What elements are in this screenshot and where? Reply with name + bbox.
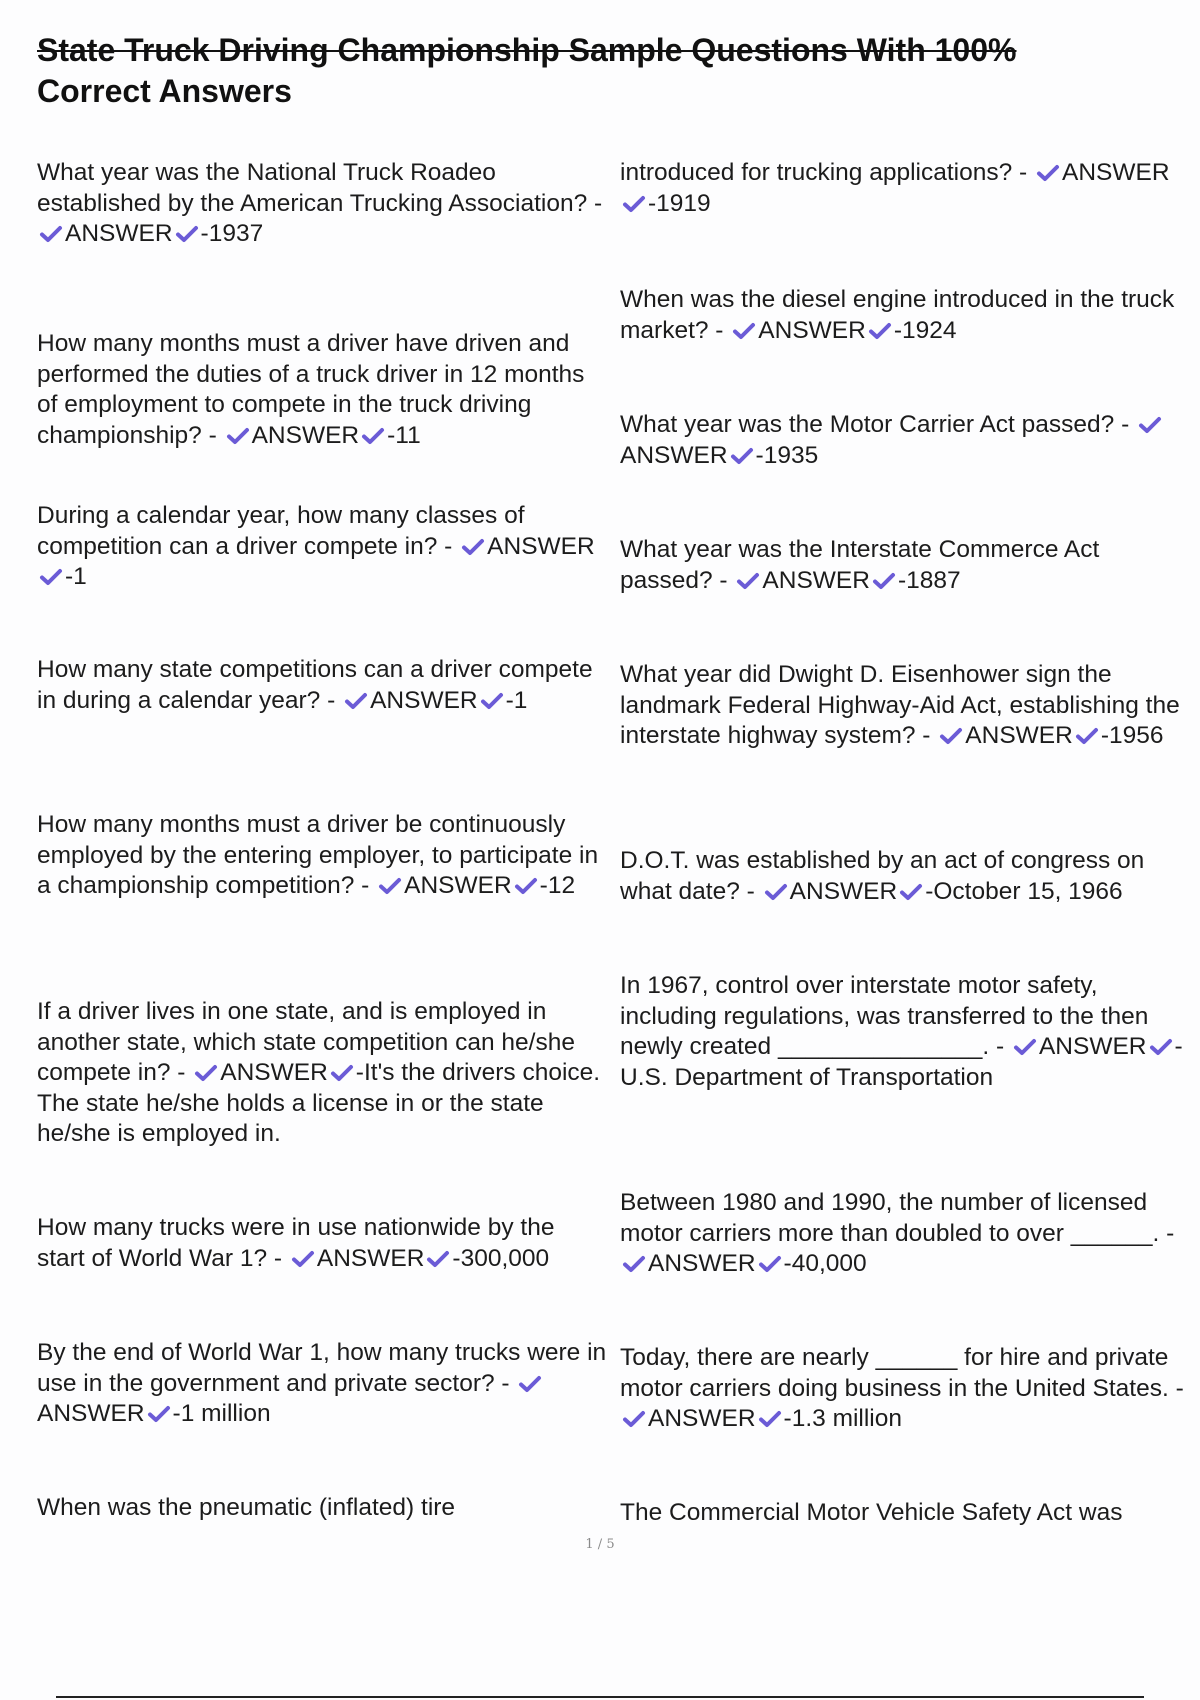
check-icon xyxy=(192,1063,220,1083)
qa-item xyxy=(37,1493,607,1524)
answer-text: -11 xyxy=(387,421,421,449)
check-icon xyxy=(1011,1037,1039,1057)
qa-item xyxy=(620,1343,1190,1435)
check-icon xyxy=(37,567,65,587)
answer-text: -1 xyxy=(65,563,87,590)
qa-item xyxy=(620,1498,1190,1529)
qa-item xyxy=(620,971,1190,1093)
check-icon xyxy=(734,571,762,591)
check-icon xyxy=(762,882,790,902)
answer-label: ANSWER xyxy=(316,1244,425,1272)
answer-text: -1937 xyxy=(200,220,264,247)
check-icon xyxy=(359,426,387,446)
check-icon xyxy=(516,1374,544,1394)
answer-text: -1935 xyxy=(755,441,819,469)
answer-text: -October 15, 1966 xyxy=(925,877,1123,905)
question-text: Between 1980 and 1990, the number of licensed motor carriers more than doubled to over ______. - xyxy=(620,1189,1175,1247)
question-text: By the end of World War 1, how many trucks were in use in the government and private sector? - xyxy=(37,1339,607,1397)
document-title xyxy=(37,30,1167,112)
answer-label: ANSWER xyxy=(37,1400,145,1427)
answer-label: ANSWER xyxy=(65,220,173,247)
question-text: What year was the National Truck Roadeo established by the American Trucking Association? - xyxy=(37,159,603,217)
check-icon xyxy=(145,1404,173,1424)
check-icon xyxy=(1136,415,1164,435)
check-icon xyxy=(620,1409,648,1429)
page-number: 1 / 5 xyxy=(585,1537,615,1552)
answer-text: -1.3 million xyxy=(783,1405,903,1432)
question-text: During a calendar year, how many classes of competition can a driver compete in? - xyxy=(37,502,525,560)
answer-text: -1 million xyxy=(172,1400,271,1427)
qa-item xyxy=(37,1338,607,1430)
answer-text: -U.S. Department of Transportation xyxy=(620,1033,1183,1091)
answer-label: ANSWER xyxy=(487,532,595,560)
answer-label: ANSWER xyxy=(1062,159,1170,186)
qa-item xyxy=(37,329,607,451)
check-icon xyxy=(866,321,894,341)
answer-text: -1887 xyxy=(897,566,961,594)
answer-label: ANSWER xyxy=(251,421,360,449)
answer-label: ANSWER xyxy=(789,877,898,905)
answer-label: ANSWER xyxy=(220,1059,328,1086)
check-icon xyxy=(376,876,404,896)
answer-label: ANSWER xyxy=(620,441,728,469)
question-text: How many months must a driver have driven and performed the duties of a truck driver in 12 months of employment to compete in the truck driving championship? - xyxy=(37,330,585,449)
check-icon xyxy=(424,1249,452,1269)
check-icon xyxy=(620,1254,648,1274)
qa-item xyxy=(37,655,607,716)
answer-text: -1924 xyxy=(893,316,957,344)
qa-item xyxy=(620,846,1190,907)
answer-label: ANSWER xyxy=(762,566,870,594)
check-icon xyxy=(620,194,648,214)
qa-item xyxy=(620,1188,1190,1280)
question-text: How many state competitions can a driver compete in during a calendar year? - xyxy=(37,656,593,714)
title-line-1: State Truck Driving Championship Sample Questions With 100% xyxy=(37,32,1017,68)
qa-item xyxy=(37,501,607,593)
check-icon xyxy=(328,1063,356,1083)
check-icon xyxy=(730,321,758,341)
question-text: What year was the Motor Carrier Act passed? - xyxy=(620,411,1130,438)
check-icon xyxy=(342,691,370,711)
answer-label: ANSWER xyxy=(370,686,478,714)
question-text: How many months must a driver be continuously employed by the entering employer, to participate in a championship competition? - xyxy=(37,811,599,899)
answer-text: -1919 xyxy=(648,189,711,217)
check-icon xyxy=(1147,1037,1175,1057)
check-icon xyxy=(1073,726,1101,746)
qa-item xyxy=(37,158,607,250)
answer-text: -12 xyxy=(539,872,576,899)
check-icon xyxy=(937,726,965,746)
check-icon xyxy=(224,426,252,446)
check-icon xyxy=(870,571,898,591)
check-icon xyxy=(756,1254,784,1274)
answer-text: -300,000 xyxy=(452,1244,550,1272)
check-icon xyxy=(459,537,487,557)
check-icon xyxy=(1034,163,1062,183)
answer-label: ANSWER xyxy=(758,316,866,344)
answer-label: ANSWER xyxy=(648,1405,756,1432)
question-text: Today, there are nearly ______ for hire and private motor carriers doing business in the United States. - xyxy=(620,1344,1184,1402)
question-text: The Commercial Motor Vehicle Safety Act was xyxy=(620,1499,1123,1526)
qa-item xyxy=(37,997,607,1150)
question-text: When was the pneumatic (inflated) tire xyxy=(37,1494,456,1521)
qa-item xyxy=(620,660,1190,752)
check-icon xyxy=(37,224,65,244)
check-icon xyxy=(512,876,540,896)
qa-item xyxy=(37,1213,607,1274)
page-divider xyxy=(56,1696,1144,1698)
title-line-2: Correct Answers xyxy=(37,73,292,109)
question-text: introduced for trucking applications? - xyxy=(620,159,1028,186)
check-icon xyxy=(728,446,756,466)
answer-text: -40,000 xyxy=(783,1250,867,1277)
answer-label: ANSWER xyxy=(648,1250,756,1277)
qa-item xyxy=(620,535,1190,596)
answer-label: ANSWER xyxy=(1038,1033,1147,1060)
qa-item xyxy=(620,410,1190,471)
qa-item xyxy=(37,810,607,902)
check-icon xyxy=(478,691,506,711)
answer-text: -1956 xyxy=(1100,722,1164,749)
question-text: How many trucks were in use nationwide by the start of World War 1? - xyxy=(37,1214,555,1272)
qa-item xyxy=(620,285,1190,346)
answer-label: ANSWER xyxy=(965,722,1073,749)
check-icon xyxy=(289,1249,317,1269)
check-icon xyxy=(173,224,201,244)
question-text: When was the diesel engine introduced in the truck market? - xyxy=(620,286,1175,344)
answer-label: ANSWER xyxy=(404,872,512,899)
question-text: What year did Dwight D. Eisenhower sign the landmark Federal Highway-Aid Act, establishing the interstate highway system? - xyxy=(620,661,1180,749)
answer-text: -1 xyxy=(505,686,528,714)
qa-item xyxy=(620,158,1190,219)
answer-text: -It's the drivers choice. The state he/she holds a license in or the state he/she is employed in. xyxy=(37,1059,601,1147)
question-text: In 1967, control over interstate motor safety, including regulations, was transferred to the then newly created _______________. - xyxy=(620,972,1149,1060)
question-text: What year was the Interstate Commerce Act passed? - xyxy=(620,536,1100,594)
check-icon xyxy=(756,1409,784,1429)
question-text: D.O.T. was established by an act of congress on what date? - xyxy=(620,847,1145,905)
question-text: If a driver lives in one state, and is employed in another state, which state competition can he/she compete in? - xyxy=(37,998,575,1086)
check-icon xyxy=(897,882,925,902)
